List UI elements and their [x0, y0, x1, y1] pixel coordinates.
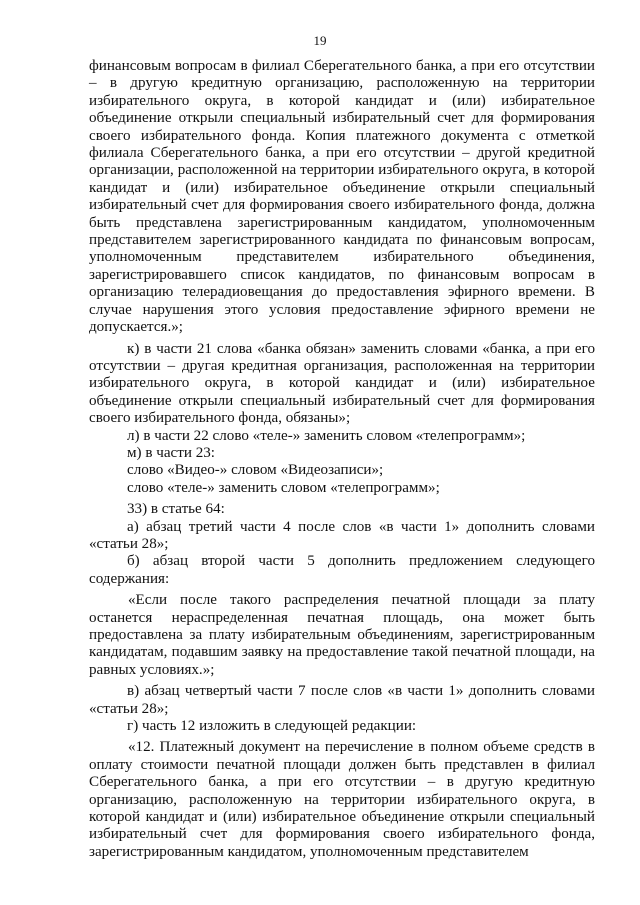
paragraph-item-b: б) абзац второй части 5 дополнить предложением следующего содержания:	[89, 553, 595, 587]
paragraph-item-l: л) в части 22 слово «теле-» заменить словом «телепрограмм»;	[127, 427, 526, 444]
paragraph-item-v: в) абзац четвертый части 7 после слов «в части 1» дополнить словами «статьи 28»;	[89, 683, 595, 717]
paragraph-item-g: г) часть 12 изложить в следующей редакции:	[127, 718, 417, 735]
paragraph-subitem-video: слово «Видео-» словом «Видеозаписи»;	[127, 462, 384, 479]
paragraph-item-m: м) в части 23:	[127, 444, 215, 461]
paragraph-item-a: а) абзац третий части 4 после слов «в части 1» дополнить словами «статьи 28»;	[89, 518, 595, 552]
paragraph-subitem-tele: слово «теле-» заменить словом «телепрограмм»;	[127, 479, 440, 496]
paragraph-item-k: к) в части 21 слова «банка обязан» заменить словами «банка, а при его отсутствии – другая кредитная организация, расположенная на территории избирательного округа, в которой кандидат и (или) избирательное объединение открыли специальный избирательный счет для формирования своего избирательного фонда, обязаны»;	[89, 340, 595, 427]
paragraph-quote-part-12: «12. Платежный документ на перечисление в полном объеме средств в оплату стоимости печатной площади должен быть представлен в филиал Сберегательного банка, а при его отсутствии – в другую кредитную организацию, расположенную на территории избирательного округа, в которой кандидат и (или) избирательное объединение открыли специальный избирательный счет для формирования своего избирательного фонда, зарегистрированным кандидатом, уполномоченным представителем	[89, 739, 595, 860]
page-number: 19	[313, 33, 327, 48]
paragraph-item-33: 33) в статье 64:	[127, 501, 225, 518]
document-body	[89, 58, 595, 861]
paragraph-continuation: финансовым вопросам в филиал Сберегательного банка, а при его отсутствии – в другую кредитную организацию, расположенную на территории избирательного округа, в которой кандидат и (или) избирательное объединение открыли специальный избирательный счет для формирования своего избирательного фонда. Копия платежного документа с отметкой филиала Сберегательного банка, а при его отсутствии – другой кредитной организации, расположенной на территории избирательного округа, в которой кандидат и (или) избирательное объединение открыли специальный избирательный счет для формирования своего избирательного фонда, должна быть представлена зарегистрированным кандидатом, уполномоченным представителем зарегистрированного кандидата по финансовым вопросам, уполномоченным представителем избирательного объединения, зарегистрировавшего список кандидатов, по финансовым вопросам в организацию телерадиовещания до предоставления эфирного времени. В случае нарушения этого условия предоставление эфирного времени не допускается.»;	[89, 58, 595, 336]
paragraph-quote-print-space: «Если после такого распределения печатной площади за плату останется нераспределенная печатная площадь, она может быть предоставлена за плату избирательным объединениям, зарегистрированным кандидатам, подавшим заявку на предоставление такой печатной площади, на равных условиях.»;	[89, 592, 595, 678]
